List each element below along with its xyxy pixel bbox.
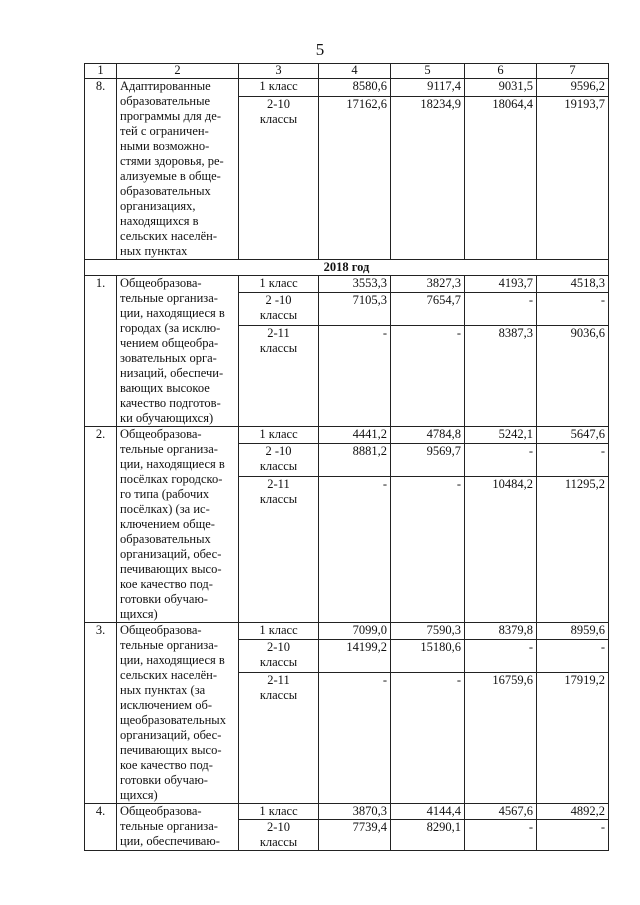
value-cell: - — [465, 293, 537, 326]
class-range: 1 класс — [239, 623, 319, 640]
class-range: 2-11 классы — [239, 673, 319, 804]
value-cell: 9031,5 — [465, 79, 537, 97]
value-cell: 5242,1 — [465, 427, 537, 444]
value-cell: - — [465, 444, 537, 477]
organization-description: Общеобразова- тельные организа- ции, находящиеся в сельских населён- ных пунктах (за исключением об- щеобразовательных организаций, обес- печивающих высо- кое качество под- готовки обучаю- щихся) — [117, 623, 239, 804]
value-cell: - — [537, 293, 609, 326]
value-cell: 3870,3 — [319, 804, 391, 820]
class-range: 1 класс — [239, 276, 319, 293]
organization-description: Адаптированные образовательные программы для де- тей с ограничен- ными возможно- стями здоровья, ре- ализуемые в обще- образовательных организациях, находящихся в сельских населён- ных пунктах — [117, 79, 239, 260]
cost-table — [84, 63, 609, 851]
column-header: 2 — [117, 64, 239, 79]
column-header: 6 — [465, 64, 537, 79]
value-cell: 9569,7 — [391, 444, 465, 477]
value-cell: 9596,2 — [537, 79, 609, 97]
organization-description: Общеобразова- тельные организа- ции, обеспечиваю- — [117, 804, 239, 851]
value-cell: 8959,6 — [537, 623, 609, 640]
value-cell: 14199,2 — [319, 640, 391, 673]
value-cell: 3553,3 — [319, 276, 391, 293]
page-number: 5 — [315, 40, 325, 59]
year-row — [85, 260, 609, 276]
column-header: 7 — [537, 64, 609, 79]
row-number: 1. — [85, 276, 117, 427]
value-cell: 7099,0 — [319, 623, 391, 640]
table-row — [85, 79, 609, 97]
table-row — [85, 427, 609, 444]
row-number: 4. — [85, 804, 117, 851]
value-cell: 11295,2 — [537, 477, 609, 623]
value-cell: 5647,6 — [537, 427, 609, 444]
organization-description: Общеобразова- тельные организа- ции, находящиеся в посёлках городско- го типа (рабочих посёлках) (за ис- ключением обще- образовательных организаций, обес- печивающих высо- кое качество под- готовки обучаю- щихся) — [117, 427, 239, 623]
value-cell: 8881,2 — [319, 444, 391, 477]
value-cell: - — [391, 673, 465, 804]
value-cell: 17919,2 — [537, 673, 609, 804]
class-range: 1 класс — [239, 427, 319, 444]
class-range: 2 -10 классы — [239, 444, 319, 477]
value-cell: 4784,8 — [391, 427, 465, 444]
value-cell: 9117,4 — [391, 79, 465, 97]
class-range: 2-11 классы — [239, 326, 319, 427]
value-cell: 18234,9 — [391, 97, 465, 260]
value-cell: 4144,4 — [391, 804, 465, 820]
column-header: 3 — [239, 64, 319, 79]
column-header: 1 — [85, 64, 117, 79]
value-cell: 4518,3 — [537, 276, 609, 293]
value-cell: 17162,6 — [319, 97, 391, 260]
class-range: 1 класс — [239, 804, 319, 820]
year-heading: 2018 год — [85, 260, 609, 276]
value-cell: 9036,6 — [537, 326, 609, 427]
value-cell: 4441,2 — [319, 427, 391, 444]
class-range: 2-10 классы — [239, 640, 319, 673]
class-range: 2-11 классы — [239, 477, 319, 623]
value-cell: 10484,2 — [465, 477, 537, 623]
organization-description: Общеобразова- тельные организа- ции, находящиеся в городах (за исклю- чением общеобра- зовательных орга- низаций, обеспечи- вающих высокое качество подготов- ки обучающихся) — [117, 276, 239, 427]
column-header: 5 — [391, 64, 465, 79]
value-cell: 19193,7 — [537, 97, 609, 260]
value-cell: 3827,3 — [391, 276, 465, 293]
value-cell: - — [319, 326, 391, 427]
value-cell: 16759,6 — [465, 673, 537, 804]
value-cell: 15180,6 — [391, 640, 465, 673]
table-row — [85, 804, 609, 820]
column-number-row — [85, 64, 609, 79]
class-range: 2-10 классы — [239, 97, 319, 260]
value-cell: 7590,3 — [391, 623, 465, 640]
value-cell: - — [319, 477, 391, 623]
value-cell: 7105,3 — [319, 293, 391, 326]
value-cell: 8387,3 — [465, 326, 537, 427]
value-cell: 4567,6 — [465, 804, 537, 820]
row-number: 8. — [85, 79, 117, 260]
value-cell: 8290,1 — [391, 820, 465, 851]
class-range: 2-10 классы — [239, 820, 319, 851]
value-cell: - — [537, 820, 609, 851]
value-cell: - — [537, 640, 609, 673]
value-cell: 4193,7 — [465, 276, 537, 293]
value-cell: 18064,4 — [465, 97, 537, 260]
value-cell: 7654,7 — [391, 293, 465, 326]
value-cell: 8580,6 — [319, 79, 391, 97]
value-cell: - — [465, 640, 537, 673]
value-cell: 4892,2 — [537, 804, 609, 820]
value-cell: 8379,8 — [465, 623, 537, 640]
table-row — [85, 623, 609, 640]
class-range: 2 -10 классы — [239, 293, 319, 326]
table-row — [85, 276, 609, 293]
row-number: 3. — [85, 623, 117, 804]
value-cell: - — [391, 477, 465, 623]
value-cell: - — [537, 444, 609, 477]
row-number: 2. — [85, 427, 117, 623]
value-cell: 7739,4 — [319, 820, 391, 851]
value-cell: - — [391, 326, 465, 427]
value-cell: - — [465, 820, 537, 851]
class-range: 1 класс — [239, 79, 319, 97]
column-header: 4 — [319, 64, 391, 79]
value-cell: - — [319, 673, 391, 804]
